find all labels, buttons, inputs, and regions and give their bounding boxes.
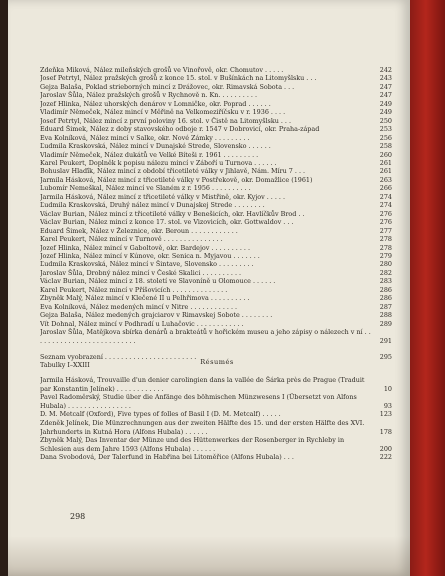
- entry-title: Jozef Hlinka, Nález uhorských denárov v Lomničke, okr. Poprad . . . . . .: [40, 99, 271, 108]
- entry-page: 261: [379, 158, 392, 167]
- list-item: [40, 269, 392, 277]
- entry-page: 256: [379, 133, 392, 142]
- entry-page: 291: [379, 336, 392, 345]
- entry-page: 178: [379, 427, 392, 436]
- list-item: [40, 227, 392, 235]
- entry-title: Jaroslav Šůla, Nález pražských grošů v Rychnově n. Kn. . . . . . . . . .: [40, 91, 258, 100]
- list-item: [40, 303, 392, 311]
- list-item: [40, 210, 392, 218]
- entry-page: 261: [379, 167, 392, 176]
- entry-title: Vladimír Němeček, Nález mincí v Měřině na Velkomeziříčsku v r. 1936 . . . .: [40, 108, 286, 117]
- entry-page: 286: [379, 285, 392, 294]
- entry-page: 276: [379, 218, 392, 227]
- table-of-contents: [40, 66, 392, 370]
- entry-page: 289: [379, 319, 392, 328]
- list-item: [40, 286, 392, 294]
- entry-title: Zdeňka Miková, Nález mileňských grošů ve Vinořově, okr. Chomutov . . . . .: [40, 66, 284, 74]
- list-item: [40, 108, 392, 116]
- list-item: [40, 453, 392, 462]
- entry-title: Václav Burian, Nález mincí z 18. století ve Slavoníně u Olomouce . . . . . .: [40, 277, 276, 286]
- entry-title: Vít Dohnal, Nález mincí v Podhradí u Luhačovic . . . . . . . . . . . .: [40, 319, 244, 328]
- resumes-heading: Résumés: [200, 358, 234, 366]
- entry-title: Jaroslav Šůla, Drobný nález mincí v České Skalici . . . . . . . . . .: [40, 268, 242, 277]
- entry-title: Jozef Hlinka, Nález mincí v Gaboltově, okr. Bardejov . . . . . . . . . .: [40, 243, 251, 252]
- entry-page: 249: [379, 108, 392, 117]
- entry-page: 278: [379, 235, 392, 244]
- entry-title: Lubomír Nemeškal, Nález mincí ve Slaném z r. 1956 . . . . . . . . . .: [40, 184, 251, 193]
- entry-page: 287: [379, 302, 392, 311]
- list-item: [40, 294, 392, 302]
- entry-title: Tabulky I–XXIII: [40, 361, 90, 370]
- entry-page: 295: [379, 352, 392, 361]
- list-item: [40, 159, 392, 167]
- entry-page: 242: [379, 66, 392, 74]
- list-item: [40, 252, 392, 260]
- entry-page: 123: [379, 410, 392, 419]
- entry-title: Jaroslav Šůla, Matějkova sbírka denárů a brakteátů v hořickém museu a jeho zápisy o nálezech v ní . . . . . . . . . . . . . . . . . . . . . . . . . .: [40, 328, 371, 345]
- list-item: [40, 328, 392, 345]
- list-item: [40, 393, 392, 410]
- entry-title: Jarmila Hásková, Nález mincí z třicetileté války v Postřekově, okr. Domažlice (1961): [40, 175, 313, 184]
- list-item: [40, 151, 392, 159]
- list-item: [40, 277, 392, 285]
- entry-page: 260: [379, 150, 392, 159]
- list-item: [40, 376, 392, 393]
- entry-page: 247: [379, 82, 392, 91]
- list-item: [40, 66, 392, 74]
- page-number: 298: [70, 512, 86, 521]
- entry-title: Bohuslav Hlaďík, Nález mincí z období třicetileté války v Jihlavě, Nám. Míru 7 . . .: [40, 167, 306, 176]
- entry-title: Jarmila Hásková, Nález mincí z třicetileté války v Mistřině, okr. Kyjov . . . . .: [40, 192, 286, 201]
- entry-page: 277: [379, 226, 392, 235]
- entry-page: 280: [379, 260, 392, 269]
- entry-page: 274: [379, 192, 392, 201]
- entry-title: Eva Kolníková, Nález mincí v Salke, okr. Nové Zámky . . . . . . . . .: [40, 133, 250, 142]
- entry-page: 283: [379, 277, 392, 286]
- entry-title: Zbyněk Malý, Nález mincí v Klečené II u Pelhřimova . . . . . . . . . .: [40, 294, 250, 303]
- list-item: [40, 218, 392, 226]
- list-item: [40, 134, 392, 142]
- entry-title: Jozef Hlinka, Nález mincí v Kúnove, okr. Senica n. Myjavou . . . . . . .: [40, 251, 260, 260]
- entry-page: 247: [379, 91, 392, 100]
- entry-title: D. M. Metcalf (Oxford), Five types of folles of Basil I (D. M. Metcalf) . . . . .: [40, 410, 281, 419]
- entry-page: 278: [379, 243, 392, 252]
- entry-page: 93: [383, 401, 392, 410]
- list-item: [40, 142, 392, 150]
- entry-title: Dana Svobodová, Der Talerfund in Habřina bei Litoměřice (Alfons Hubala) . . .: [40, 453, 294, 462]
- entry-page: 200: [379, 444, 392, 453]
- entry-title: Jarmila Hásková, Trouvaille d'un denier carolingien dans la vallée de Šárka près de Prague (Traduit par Konstantin Jelínek) . . . . . . . . . . . .: [40, 376, 365, 393]
- entry-title: Josef Petrtyl, Nález pražských grošů z konce 15. stol. v Bušínkách na Litomyšlsku . . .: [40, 74, 317, 83]
- entry-title: Josef Petrtyl, Nález mincí z první poloviny 16. stol. v Čistě na Litomyšlsku . . .: [40, 116, 292, 125]
- entry-title: Ľudmila Kraskovská, Nález mincí v Dunajské Strede, Slovensko . . . . . .: [40, 142, 271, 151]
- entry-page: 288: [379, 311, 392, 320]
- entry-title: Gejza Balaša, Poklad strieborných mincí z Drážovec, okr. Rimavská Sobota . . .: [40, 82, 295, 91]
- entry-title: Václav Burian, Nález mincí z konce 17. stol. ve Vizovicích, okr. Gottwaldov . . .: [40, 218, 294, 227]
- entry-page: 263: [379, 175, 392, 184]
- list-item: [40, 91, 392, 99]
- entry-title: Zbyněk Malý, Das Inventar der Münze und des Hüttenwerkes der Rosenberger in Rychleby in Schlesien aus dem Jahre 1593 (Alfons Hubala) . . . . . .: [40, 436, 345, 453]
- list-item: [40, 74, 392, 82]
- entry-title: Zdeněk Jelínek, Die Münzrechnungen aus der zweiten Hälfte des 15. und der ersten Hälfte des XVI. Jahrhunderts in Kutná Hora (Alfons Hubala) . . . . . .: [40, 418, 365, 436]
- list-item: [40, 311, 392, 319]
- entry-title: Karel Peukert, Nález mincí v Turnově . . . . . . . . . . . . . . .: [40, 235, 223, 244]
- entry-page: 274: [379, 201, 392, 210]
- list-item: [40, 83, 392, 91]
- list-item: [40, 436, 392, 453]
- entry-title: Eduard Šimek, Nález z doby stavovského odboje r. 1547 v Dobrovicí, okr. Praha-západ: [40, 125, 320, 134]
- list-item: [40, 125, 392, 133]
- entry-page: 253: [379, 125, 392, 134]
- entry-page: 282: [379, 268, 392, 277]
- book-cover-edge: [410, 0, 445, 576]
- entry-title: Karel Peukert, Doplněk k popisu nálezu mincí v Záboří u Turnova . . . . . .: [40, 158, 277, 167]
- entry-page: 286: [379, 294, 392, 303]
- entry-page: 243: [379, 74, 392, 83]
- list-item: [40, 419, 392, 436]
- list-item: [40, 167, 392, 175]
- entry-page: 222: [379, 453, 392, 462]
- entry-page: 249: [379, 99, 392, 108]
- entry-title: Eduard Šimek, Nález v Železnice, okr. Beroun . . . . . . . . . . . .: [40, 226, 238, 235]
- list-item: [40, 244, 392, 252]
- entry-page: 279: [379, 251, 392, 260]
- entry-title: Pavel Radoměrský, Studie über die Anfänge des böhmischen Münzwesens I (Übersetzt von Alfons Hubala) . . . . . . . . . . . . . . . .: [40, 393, 357, 410]
- book-page: [8, 0, 410, 576]
- entry-title: Gejza Balaša, Nález medených grajciarov v Rimavskej Sobote . . . . . . . .: [40, 311, 273, 320]
- entry-title: Václav Burian, Nález mincí z třicetileté války v Benešicích, okr. Havlíčkův Brod . .: [40, 209, 305, 218]
- list-item: [40, 235, 392, 243]
- entry-title: Eva Kolníková, Nález medených mincí v Nitre . . . . . . . . . . . .: [40, 302, 238, 311]
- list-item: [40, 410, 392, 419]
- resumes-list: [40, 376, 392, 462]
- entry-title: Ľudmila Kraskovská, Nález mincí v Šintave, Slovensko . . . . . . . . .: [40, 260, 254, 269]
- list-item: [40, 193, 392, 201]
- entry-title: Karel Peukert, Nález mincí v Příšovicích . . . . . . . . . . . . . .: [40, 285, 228, 294]
- entry-page: 266: [379, 184, 392, 193]
- list-item: [40, 100, 392, 108]
- entry-title: Seznam vyobrazení . . . . . . . . . . . . . . . . . . . . . . .: [40, 352, 197, 361]
- entry-page: 258: [379, 142, 392, 151]
- list-item: [40, 184, 392, 192]
- list-item: [40, 201, 392, 209]
- list-item: [40, 320, 392, 328]
- list-item: [40, 260, 392, 268]
- list-item: [40, 176, 392, 184]
- entry-page: 10: [383, 384, 392, 393]
- entry-title: Ľudmila Kraskovská, Druhý nález mincí v Dunajskej Strede . . . . . . . .: [40, 201, 265, 210]
- entry-page: 250: [379, 116, 392, 125]
- entry-title: Vladimír Němeček, Nález dukátů ve Velké Bíteši r. 1961 . . . . . . . . .: [40, 150, 259, 159]
- entry-page: 276: [379, 209, 392, 218]
- list-item: [40, 117, 392, 125]
